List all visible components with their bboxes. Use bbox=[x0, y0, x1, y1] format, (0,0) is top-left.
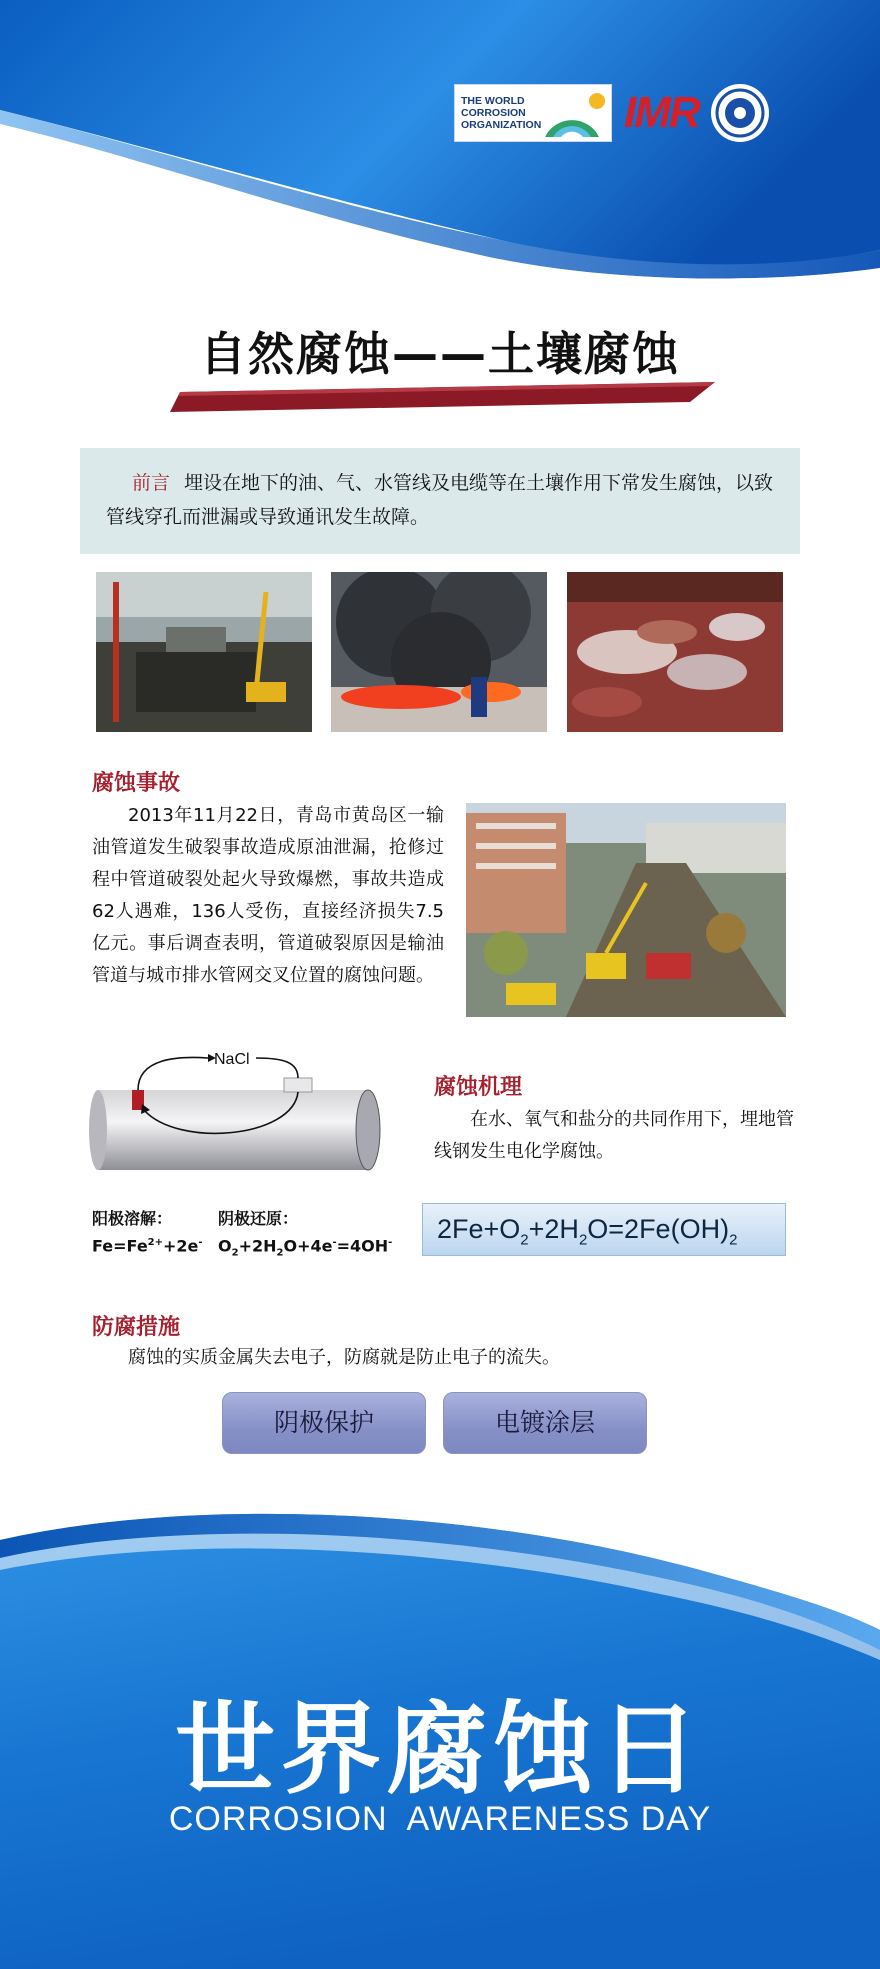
imr-logo: IMR bbox=[624, 88, 699, 137]
anode-equation: $Fe=Fe^{2+}+2e^-$ bbox=[92, 1236, 203, 1256]
preface-box bbox=[80, 448, 800, 554]
cathode-label: 阴极还原： bbox=[218, 1209, 299, 1228]
cas-emblem-icon bbox=[711, 84, 769, 142]
cathode-marker bbox=[284, 1078, 312, 1092]
corroded-pipe-photo bbox=[567, 572, 783, 732]
protection-text: 腐蚀的实质金属失去电子，防腐就是防止电子的流失。 bbox=[128, 1347, 560, 1368]
cathodic-protection-button[interactable]: 阴极保护 bbox=[222, 1392, 426, 1454]
wco-logo-text: THE WORLD CORROSION ORGANIZATION bbox=[461, 95, 542, 131]
footer-title-en: CORROSION AWARENESS DAY bbox=[168, 1800, 712, 1838]
electroplating-coating-button[interactable]: 电镀涂层 bbox=[443, 1392, 647, 1454]
footer-title-cn: 世界腐蚀日 bbox=[175, 1691, 705, 1808]
pipe-diagram bbox=[88, 1048, 388, 1178]
excavation-site-photo bbox=[96, 572, 312, 732]
accident-scene-photo bbox=[466, 803, 786, 1017]
globe-icon bbox=[537, 91, 607, 139]
overall-equation-box: $2Fe+O_2+2H_2O=2Fe(OH)_2$ bbox=[422, 1203, 786, 1256]
page-title: 自然腐蚀——土壤腐蚀 bbox=[200, 327, 680, 381]
header-wave-band bbox=[0, 0, 880, 290]
pipeline-fire-photo bbox=[331, 572, 547, 732]
mechanism-heading: 腐蚀机理 bbox=[434, 1075, 523, 1100]
preface-text: 埋设在地下的油、气、水管线及电缆等在土壤作用下常发生腐蚀，以致管线穿孔而泄漏或导致通讯发生故障。 bbox=[106, 472, 774, 528]
accident-heading: 腐蚀事故 bbox=[92, 771, 181, 796]
wco-logo bbox=[454, 84, 612, 142]
cathode-equation: $O_2+2H_2O+4e^-=4OH^-$ bbox=[218, 1236, 393, 1259]
nacl-label: NaCl bbox=[214, 1051, 250, 1068]
accident-text: 2013年11月22日，青岛市黄岛区一输油管道发生破裂事故造成原油泄漏，抢修过程中管道破裂处起火导致爆燃，事故共造成62人遇难，136人受伤，直接经济损失7.5亿元。事后调查表明，管道破裂原因是输油管道与城市排水管网交叉位置的腐蚀问题。 bbox=[92, 805, 444, 986]
anode-label: 阳极溶解： bbox=[92, 1209, 173, 1228]
preface-label: 前言 bbox=[132, 472, 171, 494]
title-underline-bar bbox=[170, 382, 715, 412]
mechanism-text: 在水、氧气和盐分的共同作用下，埋地管线钢发生电化学腐蚀。 bbox=[434, 1109, 794, 1162]
header-logos bbox=[454, 82, 769, 144]
protection-heading: 防腐措施 bbox=[92, 1315, 181, 1340]
